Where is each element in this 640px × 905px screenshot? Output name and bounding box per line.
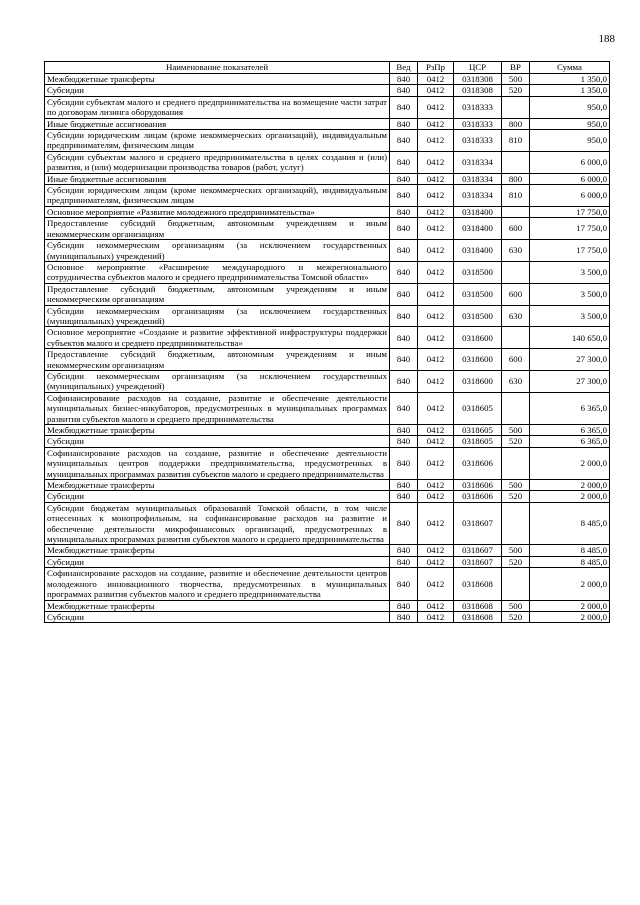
table-row [45, 349, 610, 371]
cell-csr: 0318333 [454, 118, 502, 129]
cell-name: Межбюджетные трансферты [45, 480, 390, 491]
cell-rzpr: 0412 [418, 305, 454, 327]
cell-vr: 810 [502, 130, 530, 152]
cell-sum: 2 000,0 [530, 491, 610, 502]
cell-rzpr: 0412 [418, 392, 454, 424]
table-row [45, 206, 610, 217]
table-row [45, 327, 610, 349]
cell-rzpr: 0412 [418, 118, 454, 129]
cell-sum: 8 485,0 [530, 502, 610, 545]
cell-ved: 840 [390, 218, 418, 240]
cell-csr: 0318334 [454, 151, 502, 173]
cell-ved: 840 [390, 151, 418, 173]
table-row [45, 261, 610, 283]
cell-ved: 840 [390, 568, 418, 600]
cell-vr: 520 [502, 491, 530, 502]
cell-rzpr: 0412 [418, 491, 454, 502]
cell-rzpr: 0412 [418, 349, 454, 371]
cell-sum: 6 000,0 [530, 173, 610, 184]
cell-vr: 520 [502, 556, 530, 567]
cell-sum: 27 300,0 [530, 370, 610, 392]
table-row [45, 305, 610, 327]
cell-vr: 520 [502, 611, 530, 622]
cell-rzpr: 0412 [418, 173, 454, 184]
cell-sum: 8 485,0 [530, 556, 610, 567]
cell-vr [502, 568, 530, 600]
cell-ved: 840 [390, 502, 418, 545]
cell-ved: 840 [390, 185, 418, 207]
cell-rzpr: 0412 [418, 480, 454, 491]
cell-sum: 2 000,0 [530, 600, 610, 611]
cell-name: Субсидии юридическим лицам (кроме некоммерческих организаций), индивидуальным предпринимателям, физическим лицам [45, 185, 390, 207]
cell-ved: 840 [390, 283, 418, 305]
cell-sum: 1 350,0 [530, 74, 610, 85]
cell-sum: 3 500,0 [530, 261, 610, 283]
cell-vr: 810 [502, 185, 530, 207]
cell-sum: 6 000,0 [530, 151, 610, 173]
cell-vr [502, 447, 530, 479]
header-ved: Вед [390, 62, 418, 74]
cell-vr: 630 [502, 240, 530, 262]
cell-ved: 840 [390, 349, 418, 371]
cell-csr: 0318606 [454, 480, 502, 491]
cell-rzpr: 0412 [418, 240, 454, 262]
cell-vr: 500 [502, 425, 530, 436]
cell-csr: 0318333 [454, 96, 502, 118]
cell-sum: 950,0 [530, 130, 610, 152]
cell-csr: 0318334 [454, 173, 502, 184]
cell-sum: 17 750,0 [530, 206, 610, 217]
cell-name: Предоставление субсидий бюджетным, автономным учреждениям и иным некоммерческим организациям [45, 349, 390, 371]
cell-ved: 840 [390, 130, 418, 152]
cell-csr: 0318308 [454, 74, 502, 85]
cell-vr: 600 [502, 283, 530, 305]
table-row [45, 447, 610, 479]
cell-csr: 0318333 [454, 130, 502, 152]
cell-vr: 500 [502, 545, 530, 556]
cell-csr: 0318400 [454, 218, 502, 240]
cell-ved: 840 [390, 447, 418, 479]
header-sum: Сумма [530, 62, 610, 74]
page-number: 188 [598, 33, 615, 45]
header-csr: ЦСР [454, 62, 502, 74]
cell-ved: 840 [390, 206, 418, 217]
cell-name: Субсидии некоммерческим организациям (за исключением государственных (муниципальных) учреждений) [45, 370, 390, 392]
cell-csr: 0318607 [454, 545, 502, 556]
table-row [45, 185, 610, 207]
cell-name: Субсидии субъектам малого и среднего предпринимательства в целях создания и (или) развития, и (или) модернизации производства товаров (работ, услуг) [45, 151, 390, 173]
cell-ved: 840 [390, 261, 418, 283]
cell-rzpr: 0412 [418, 185, 454, 207]
cell-sum: 2 000,0 [530, 447, 610, 479]
cell-vr [502, 206, 530, 217]
cell-sum: 17 750,0 [530, 218, 610, 240]
cell-ved: 840 [390, 392, 418, 424]
cell-ved: 840 [390, 436, 418, 447]
cell-rzpr: 0412 [418, 218, 454, 240]
cell-name: Субсидии [45, 556, 390, 567]
cell-ved: 840 [390, 611, 418, 622]
table-row [45, 240, 610, 262]
cell-csr: 0318608 [454, 568, 502, 600]
cell-vr [502, 261, 530, 283]
header-vr: ВР [502, 62, 530, 74]
cell-csr: 0318605 [454, 436, 502, 447]
cell-name: Субсидии юридическим лицам (кроме некоммерческих организаций), индивидуальным предпринимателям, физическим лицам [45, 130, 390, 152]
cell-name: Межбюджетные трансферты [45, 74, 390, 85]
cell-name: Софинансирование расходов на создание, развитие и обеспечение деятельности муниципальных центров поддержки предпринимательства, предусмотренных в муниципальных программах развития субъектов малого и среднего предпринимательства [45, 447, 390, 479]
cell-csr: 0318605 [454, 392, 502, 424]
cell-vr: 600 [502, 349, 530, 371]
cell-rzpr: 0412 [418, 370, 454, 392]
cell-csr: 0318500 [454, 283, 502, 305]
cell-csr: 0318400 [454, 240, 502, 262]
cell-vr: 500 [502, 600, 530, 611]
header-rzpr: РзПр [418, 62, 454, 74]
cell-rzpr: 0412 [418, 600, 454, 611]
cell-rzpr: 0412 [418, 151, 454, 173]
table-body [45, 74, 610, 623]
cell-rzpr: 0412 [418, 261, 454, 283]
cell-sum: 27 300,0 [530, 349, 610, 371]
cell-vr: 500 [502, 74, 530, 85]
cell-name: Субсидии некоммерческим организациям (за исключением государственных (муниципальных) учреждений) [45, 240, 390, 262]
cell-ved: 840 [390, 556, 418, 567]
cell-sum: 2 000,0 [530, 568, 610, 600]
table-row [45, 218, 610, 240]
cell-ved: 840 [390, 305, 418, 327]
cell-ved: 840 [390, 370, 418, 392]
cell-csr: 0318608 [454, 611, 502, 622]
cell-name: Основное мероприятие «Расширение международного и межрегионального сотрудничества субъектов малого и среднего предпринимательства Томской области» [45, 261, 390, 283]
cell-csr: 0318600 [454, 370, 502, 392]
cell-rzpr: 0412 [418, 206, 454, 217]
table-row [45, 392, 610, 424]
cell-vr: 630 [502, 370, 530, 392]
cell-sum: 1 350,0 [530, 85, 610, 96]
cell-name: Основное мероприятие «Развитие молодежного предпринимательства» [45, 206, 390, 217]
table-row [45, 600, 610, 611]
table-row [45, 436, 610, 447]
cell-name: Иные бюджетные ассигнования [45, 118, 390, 129]
cell-vr [502, 502, 530, 545]
cell-rzpr: 0412 [418, 568, 454, 600]
cell-ved: 840 [390, 491, 418, 502]
table-row [45, 425, 610, 436]
cell-rzpr: 0412 [418, 611, 454, 622]
table-row [45, 74, 610, 85]
cell-vr: 630 [502, 305, 530, 327]
cell-ved: 840 [390, 118, 418, 129]
cell-rzpr: 0412 [418, 96, 454, 118]
cell-csr: 0318606 [454, 447, 502, 479]
cell-name: Субсидии [45, 436, 390, 447]
cell-sum: 950,0 [530, 96, 610, 118]
table-row [45, 85, 610, 96]
cell-name: Предоставление субсидий бюджетным, автономным учреждениям и иным некоммерческим организациям [45, 218, 390, 240]
header-name: Наименование показателей [45, 62, 390, 74]
cell-sum: 6 365,0 [530, 425, 610, 436]
cell-rzpr: 0412 [418, 425, 454, 436]
cell-csr: 0318334 [454, 185, 502, 207]
cell-sum: 2 000,0 [530, 611, 610, 622]
cell-sum: 6 365,0 [530, 392, 610, 424]
table-row [45, 545, 610, 556]
cell-name: Субсидии [45, 491, 390, 502]
table-row [45, 502, 610, 545]
cell-name: Субсидии бюджетам муниципальных образований Томской области, в том числе отнесенных к монопрофильным, на софинансирование расходов на развитие и обеспечение деятельности микрофинансовых организаций, предусмотренных в муниципальных программах развития субъектов малого и среднего предпринимательства [45, 502, 390, 545]
cell-csr: 0318500 [454, 261, 502, 283]
cell-sum: 6 000,0 [530, 185, 610, 207]
cell-sum: 2 000,0 [530, 480, 610, 491]
cell-vr: 600 [502, 218, 530, 240]
table-row [45, 130, 610, 152]
cell-name: Предоставление субсидий бюджетным, автономным учреждениям и иным некоммерческим организациям [45, 283, 390, 305]
cell-name: Субсидии некоммерческим организациям (за исключением государственных (муниципальных) учреждений) [45, 305, 390, 327]
cell-ved: 840 [390, 545, 418, 556]
table-row [45, 370, 610, 392]
cell-csr: 0318600 [454, 349, 502, 371]
cell-ved: 840 [390, 96, 418, 118]
cell-name: Субсидии [45, 611, 390, 622]
cell-sum: 140 650,0 [530, 327, 610, 349]
cell-rzpr: 0412 [418, 130, 454, 152]
cell-rzpr: 0412 [418, 545, 454, 556]
table-row [45, 491, 610, 502]
cell-sum: 3 500,0 [530, 305, 610, 327]
table-row [45, 611, 610, 622]
table-header-row [45, 62, 610, 74]
cell-name: Межбюджетные трансферты [45, 425, 390, 436]
cell-vr [502, 96, 530, 118]
cell-vr: 500 [502, 480, 530, 491]
cell-sum: 950,0 [530, 118, 610, 129]
cell-vr: 520 [502, 85, 530, 96]
cell-vr [502, 392, 530, 424]
table-row [45, 151, 610, 173]
cell-rzpr: 0412 [418, 436, 454, 447]
table-row [45, 118, 610, 129]
cell-rzpr: 0412 [418, 556, 454, 567]
cell-csr: 0318607 [454, 556, 502, 567]
cell-name: Межбюджетные трансферты [45, 600, 390, 611]
table-row [45, 568, 610, 600]
cell-vr: 520 [502, 436, 530, 447]
cell-ved: 840 [390, 480, 418, 491]
cell-vr [502, 327, 530, 349]
cell-csr: 0318605 [454, 425, 502, 436]
cell-ved: 840 [390, 327, 418, 349]
cell-name: Софинансирование расходов на создание, развитие и обеспечение деятельности муниципальных бизнес-инкубаторов, предусмотренных в муниципальных программах развития субъектов малого и среднего предпринимательства [45, 392, 390, 424]
cell-csr: 0318308 [454, 85, 502, 96]
cell-sum: 17 750,0 [530, 240, 610, 262]
cell-csr: 0318400 [454, 206, 502, 217]
cell-name: Основное мероприятие «Создание и развитие эффективной инфраструктуры поддержки субъектов малого и среднего предпринимательства» [45, 327, 390, 349]
cell-rzpr: 0412 [418, 502, 454, 545]
cell-vr: 800 [502, 173, 530, 184]
cell-csr: 0318500 [454, 305, 502, 327]
cell-ved: 840 [390, 425, 418, 436]
table-row [45, 283, 610, 305]
cell-name: Межбюджетные трансферты [45, 545, 390, 556]
cell-rzpr: 0412 [418, 85, 454, 96]
cell-name: Иные бюджетные ассигнования [45, 173, 390, 184]
cell-vr: 800 [502, 118, 530, 129]
table-row [45, 480, 610, 491]
cell-name: Софинансирование расходов на создание, развитие и обеспечение деятельности центров молодежного инновационного творчества, предусмотренных в муниципальных программах развития субъектов малого и среднего предпринимательства [45, 568, 390, 600]
budget-table [44, 61, 610, 623]
cell-sum: 3 500,0 [530, 283, 610, 305]
cell-rzpr: 0412 [418, 74, 454, 85]
cell-csr: 0318608 [454, 600, 502, 611]
cell-ved: 840 [390, 74, 418, 85]
table-row [45, 173, 610, 184]
cell-ved: 840 [390, 85, 418, 96]
cell-name: Субсидии [45, 85, 390, 96]
cell-rzpr: 0412 [418, 447, 454, 479]
cell-ved: 840 [390, 240, 418, 262]
cell-vr [502, 151, 530, 173]
cell-csr: 0318607 [454, 502, 502, 545]
table-row [45, 96, 610, 118]
cell-csr: 0318600 [454, 327, 502, 349]
cell-ved: 840 [390, 173, 418, 184]
cell-sum: 8 485,0 [530, 545, 610, 556]
cell-csr: 0318606 [454, 491, 502, 502]
cell-sum: 6 365,0 [530, 436, 610, 447]
cell-rzpr: 0412 [418, 283, 454, 305]
table-row [45, 556, 610, 567]
cell-rzpr: 0412 [418, 327, 454, 349]
cell-name: Субсидии субъектам малого и среднего предпринимательства на возмещение части затрат по договорам лизинга оборудования [45, 96, 390, 118]
cell-ved: 840 [390, 600, 418, 611]
